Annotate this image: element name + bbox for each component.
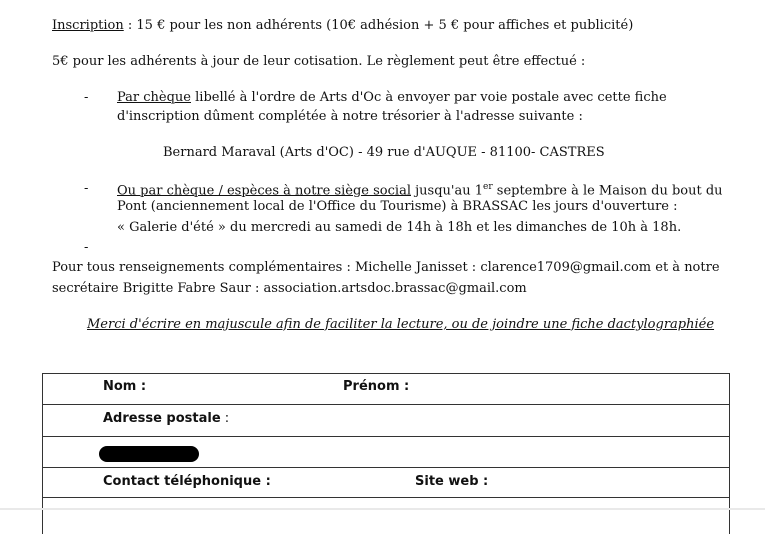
form-row-name xyxy=(43,374,729,405)
bullet-1-line-1 xyxy=(117,90,667,106)
instruction-note: Merci d'écrire en majuscule afin de faciliter la lecture, ou de joindre une fiche dactylographiée xyxy=(87,317,715,332)
inscription-label: Inscription xyxy=(52,18,124,33)
bullet-2-text-b: septembre à le Maison du bout du xyxy=(492,183,723,199)
form-row-contact xyxy=(43,467,729,498)
nom-label: Nom : xyxy=(103,379,147,394)
adresse-label-text: Adresse postale xyxy=(103,411,221,426)
bullet-2-line-1 xyxy=(117,179,723,199)
adresse-label-colon: : xyxy=(220,411,230,426)
adresse-label xyxy=(103,411,229,426)
prenom-label: Prénom : xyxy=(343,379,410,394)
postal-address: Bernard Maraval (Arts d'OC) - 49 rue d'AUQUE - 81100- CASTRES xyxy=(163,145,605,160)
bullet-1-line-2: d'inscription dûment complétée à notre trésorier à l'adresse suivante : xyxy=(117,109,583,124)
bullet-2-line-3: « Galerie d'été » du mercredi au samedi de 14h à 18h et les dimanches de 10h à 18h. xyxy=(117,220,682,235)
redacted-text-block xyxy=(99,446,199,462)
bullet-2-label: Ou par chèque / espèces à notre siège social xyxy=(117,183,411,199)
inscription-line xyxy=(52,18,633,34)
bullet-1-label: Par chèque xyxy=(117,90,191,105)
bullet-2-line-2: Pont (anciennement local de l'Office du Tourisme) à BRASSAC les jours d'ouverture : xyxy=(117,199,678,214)
site-web-label: Site web : xyxy=(415,474,489,489)
bullet-1-text: libellé à l'ordre de Arts d'Oc à envoyer par voie postale avec cette fiche xyxy=(191,90,667,105)
bullet-dash-2: - xyxy=(84,181,89,196)
contact-line-1: Pour tous renseignements complémentaires : Michelle Janisset : clarence1709@gmail.com et à notre xyxy=(52,260,720,275)
contact-telephone-label: Contact téléphonique : xyxy=(103,474,271,489)
form-row-redacted xyxy=(43,436,729,468)
bullet-2-text-a: jusqu'au 1 xyxy=(410,183,483,199)
bullet-2-superscript: er xyxy=(483,182,493,192)
adherents-line: 5€ pour les adhérents à jour de leur cotisation. Le règlement peut être effectué : xyxy=(52,54,586,69)
inscription-text: : 15 € pour les non adhérents (10€ adhésion + 5 € pour affiches et publicité) xyxy=(123,18,634,33)
contact-line-2: secrétaire Brigitte Fabre Saur : association.artsdoc.brassac@gmail.com xyxy=(52,281,527,296)
form-row-address xyxy=(43,404,729,437)
bullet-dash-1: - xyxy=(84,90,89,105)
bullet-dash-3: - xyxy=(84,240,89,255)
